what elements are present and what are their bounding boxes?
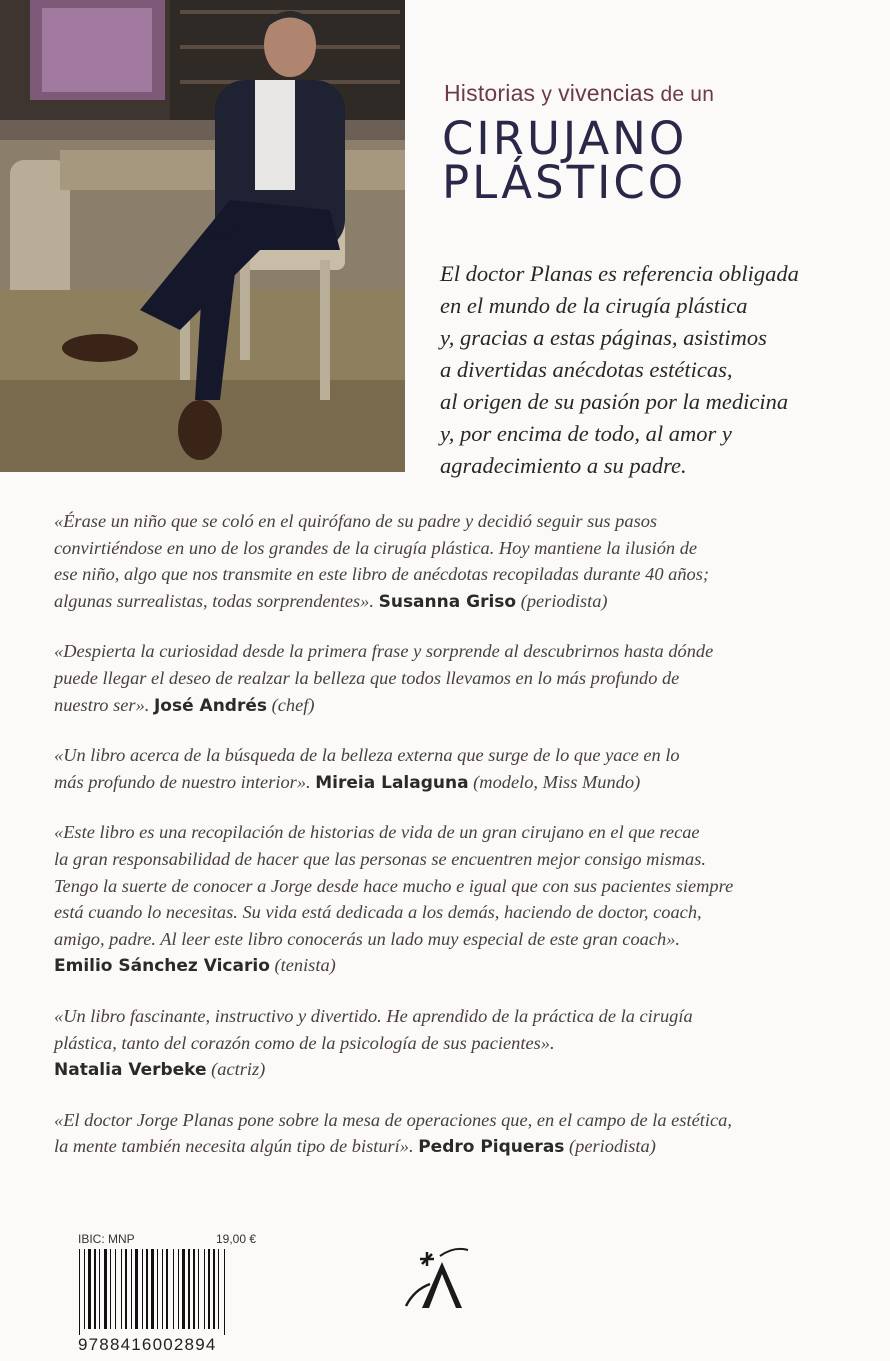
barcode-bar <box>115 1249 116 1329</box>
quote-line: «Despierta la curiosidad desde la primera frase y sorprende al descubrirnos hasta dónde <box>54 641 714 662</box>
quote-role: (chef) <box>271 694 315 715</box>
isbn-number: 9788416002894 <box>78 1335 217 1354</box>
blurb-line: a divertidas anécdotas estéticas, <box>440 357 733 382</box>
quote-line: más profundo de nuestro interior». <box>54 771 311 792</box>
quote-line: la mente también necesita algún tipo de bisturí». <box>54 1136 414 1157</box>
barcode-bar <box>125 1249 127 1329</box>
barcode-bar <box>79 1249 80 1335</box>
quote-role: (periodista) <box>520 590 608 611</box>
testimonial <box>54 508 844 615</box>
subtitle <box>444 80 762 107</box>
barcode-bar <box>94 1249 96 1329</box>
blurb-line: El doctor Planas es referencia obligada <box>440 261 799 286</box>
author-photo <box>0 0 405 472</box>
barcode-bar <box>193 1249 195 1329</box>
blurb-line: al origen de su pasión por la medicina <box>440 389 789 414</box>
quote-line: convirtiéndose en uno de los grandes de la cirugía plástica. Hoy mantiene la ilusión de <box>54 537 698 558</box>
quote-role: (modelo, Miss Mundo) <box>473 771 641 792</box>
quote-role: (periodista) <box>569 1136 656 1157</box>
quote-line: «Érase un niño que se coló en el quirófano de su padre y decidió seguir sus pasos <box>54 511 658 531</box>
quote-line-final <box>54 1133 844 1161</box>
barcode-bar <box>224 1249 225 1335</box>
blurb-line: agradecimiento a su padre. <box>440 453 687 478</box>
quote-line: «Un libro acerca de la búsqueda de la belleza externa que surge de lo que yace en lo <box>54 745 680 766</box>
quote-role: (tenista) <box>274 955 336 976</box>
book-title-line-1: CIRUJANO <box>442 112 688 165</box>
barcode-bar <box>218 1249 219 1329</box>
quote-line-final <box>54 769 844 797</box>
quote-line: algunas surrealistas, todas sorprendentes». <box>54 590 374 611</box>
testimonial <box>54 742 844 796</box>
quote-line: nuestro ser». <box>54 694 150 715</box>
testimonial <box>54 1107 844 1161</box>
quote-line-final <box>54 952 844 980</box>
barcode-bars <box>78 1249 263 1335</box>
subtitle-word-1: Historias <box>444 80 536 106</box>
barcode-bar <box>110 1249 111 1329</box>
book-title-line-2: PLÁSTICO <box>442 156 687 209</box>
barcode-bar <box>84 1249 85 1329</box>
quote-author: Susanna Griso <box>378 591 517 612</box>
testimonial <box>54 819 844 980</box>
subtitle-word-2: y <box>541 83 553 106</box>
quote-line-final <box>54 692 844 720</box>
barcode-bar <box>188 1249 190 1329</box>
blurb-line: y, por encima de todo, al amor y <box>440 421 732 446</box>
blurb <box>440 258 850 482</box>
barcode-bar <box>198 1249 199 1329</box>
quote-line-final <box>54 588 844 616</box>
barcode-bar <box>157 1249 158 1329</box>
quote-line: «Este libro es una recopilación de historias de vida de un gran cirujano en el que recae <box>54 822 700 843</box>
quote-author: José Andrés <box>153 695 268 716</box>
quote-line: puede llegar el deseo de realzar la belleza que todos llevamos en lo más profundo de <box>54 667 680 688</box>
barcode-bar <box>182 1249 185 1329</box>
quote-author: Natalia Verbeke <box>54 1060 207 1081</box>
barcode-bar <box>213 1249 215 1329</box>
barcode-bar <box>208 1249 210 1329</box>
quote-line: ese niño, algo que nos transmite en este libro de anécdotas recopiladas durante 40 años; <box>54 564 709 585</box>
barcode-bar <box>173 1249 174 1329</box>
barcode-block <box>78 1232 263 1357</box>
barcode-bar <box>99 1249 100 1329</box>
quote-author: Emilio Sánchez Vicario <box>54 956 270 977</box>
barcode-bar <box>166 1249 168 1329</box>
barcode-bar <box>88 1249 91 1329</box>
barcode-bar <box>151 1249 154 1329</box>
quote-line: la gran responsabilidad de hacer que las personas se encuentren mejor consigo mismas. <box>54 848 706 869</box>
quote-line: Tengo la suerte de conocer a Jorge desde hace mucho e igual que con sus pacientes siempre <box>54 875 734 896</box>
barcode-bar <box>121 1249 122 1329</box>
barcode-bar <box>135 1249 138 1329</box>
barcode-bar <box>162 1249 163 1329</box>
blurb-line: y, gracias a estas páginas, asistimos <box>440 325 767 350</box>
title-block <box>432 80 762 209</box>
barcode-bar <box>178 1249 179 1329</box>
quote-line: plástica, tanto del corazón como de la psicología de sus pacientes». <box>54 1032 555 1053</box>
testimonials <box>54 508 844 1184</box>
price: 19,00 € <box>216 1232 257 1246</box>
bic-code: IBIC: MNP <box>78 1232 135 1246</box>
barcode-bar <box>204 1249 205 1329</box>
subtitle-word-4: de un <box>660 83 715 106</box>
testimonial <box>54 1003 844 1084</box>
barcode-bar <box>104 1249 107 1329</box>
subtitle-word-3: vivencias <box>558 80 655 106</box>
book-title <box>442 112 762 209</box>
publisher-logo-icon <box>402 1244 482 1314</box>
blurb-line: en el mundo de la cirugía plástica <box>440 293 748 318</box>
quote-line: «Un libro fascinante, instructivo y divertido. He aprendido de la práctica de la cirugía <box>54 1005 693 1026</box>
quote-author: Mireia Lalaguna <box>315 772 469 793</box>
quote-line: está cuando lo necesitas. Su vida está dedicada a los demás, haciendo de doctor, coach, <box>54 902 702 923</box>
barcode-bar <box>142 1249 143 1329</box>
quote-line: amigo, padre. Al leer este libro conocerás un lado muy especial de este gran coach». <box>54 928 680 949</box>
barcode-bar <box>146 1249 148 1329</box>
testimonial <box>54 638 844 719</box>
quote-line-final <box>54 1056 844 1084</box>
barcode-bar <box>131 1249 132 1329</box>
quote-role: (actriz) <box>211 1059 266 1080</box>
quote-line: «El doctor Jorge Planas pone sobre la mesa de operaciones que, en el campo de la estética, <box>54 1109 732 1130</box>
quote-author: Pedro Piqueras <box>418 1137 565 1158</box>
